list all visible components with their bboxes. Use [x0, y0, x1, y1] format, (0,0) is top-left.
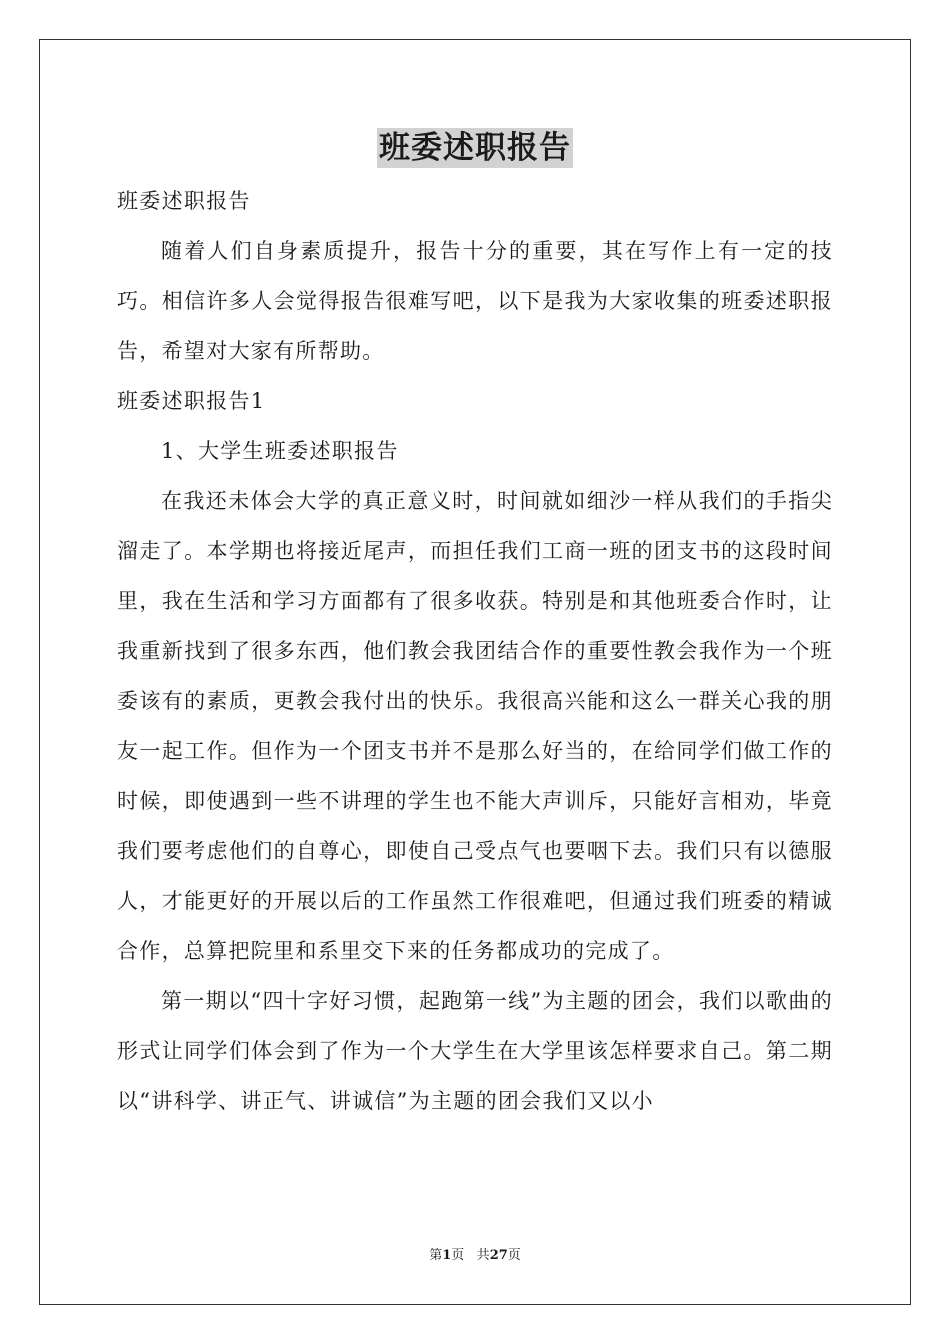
- paragraph-heading: 班委述职报告: [117, 189, 251, 213]
- footer-total-prefix: 共: [476, 1248, 490, 1263]
- subsection-heading: 1、大学生班委述职报告: [161, 439, 399, 463]
- footer-page-suffix: 页: [451, 1248, 465, 1263]
- document-title: 班委述职报告: [379, 130, 571, 166]
- paragraph-intro: 随着人们自身素质提升，报告十分的重要，其在写作上有一定的技巧。相信许多人会觉得报告很难写吧，以下是我为大家收集的班委述职报告，希望对大家有所帮助。: [117, 239, 833, 363]
- footer-total-suffix: 页: [507, 1248, 521, 1263]
- section-heading: 班委述职报告1: [117, 389, 266, 413]
- paragraph-body: 第一期以“四十字好习惯，起跑第一线”为主题的团会，我们以歌曲的形式让同学们体会到了作为一个大学生在大学里该怎样要求自己。第二期以“讲科学、讲正气、讲诚信”为主题的团会我们又以小: [117, 989, 833, 1113]
- page-footer: [0, 1247, 950, 1265]
- footer-total-pages: 27: [489, 1248, 508, 1263]
- footer-page-prefix: 第: [429, 1248, 443, 1263]
- footer-page-number: 1: [442, 1248, 452, 1263]
- document-body: [117, 176, 833, 1126]
- paragraph-body: 在我还未体会大学的真正意义时，时间就如细沙一样从我们的手指尖溜走了。本学期也将接近尾声，而担任我们工商一班的团支书的这段时间里，我在生活和学习方面都有了很多收获。特别是和其他班委合作时，让我重新找到了很多东西，他们教会我团结合作的重要性教会我作为一个班委该有的素质，更教会我付出的快乐。我很高兴能和这么一群关心我的朋友一起工作。但作为一个团支书并不是那么好当的，在给同学们做工作的时候，即使遇到一些不讲理的学生也不能大声训斥，只能好言相劝，毕竟我们要考虑他们的自尊心，即使自己受点气也要咽下去。我们只有以德服人，才能更好的开展以后的工作虽然工作很难吧，但通过我们班委的精诚合作，总算把院里和系里交下来的任务都成功的完成了。: [117, 489, 833, 963]
- title-container: [0, 128, 950, 168]
